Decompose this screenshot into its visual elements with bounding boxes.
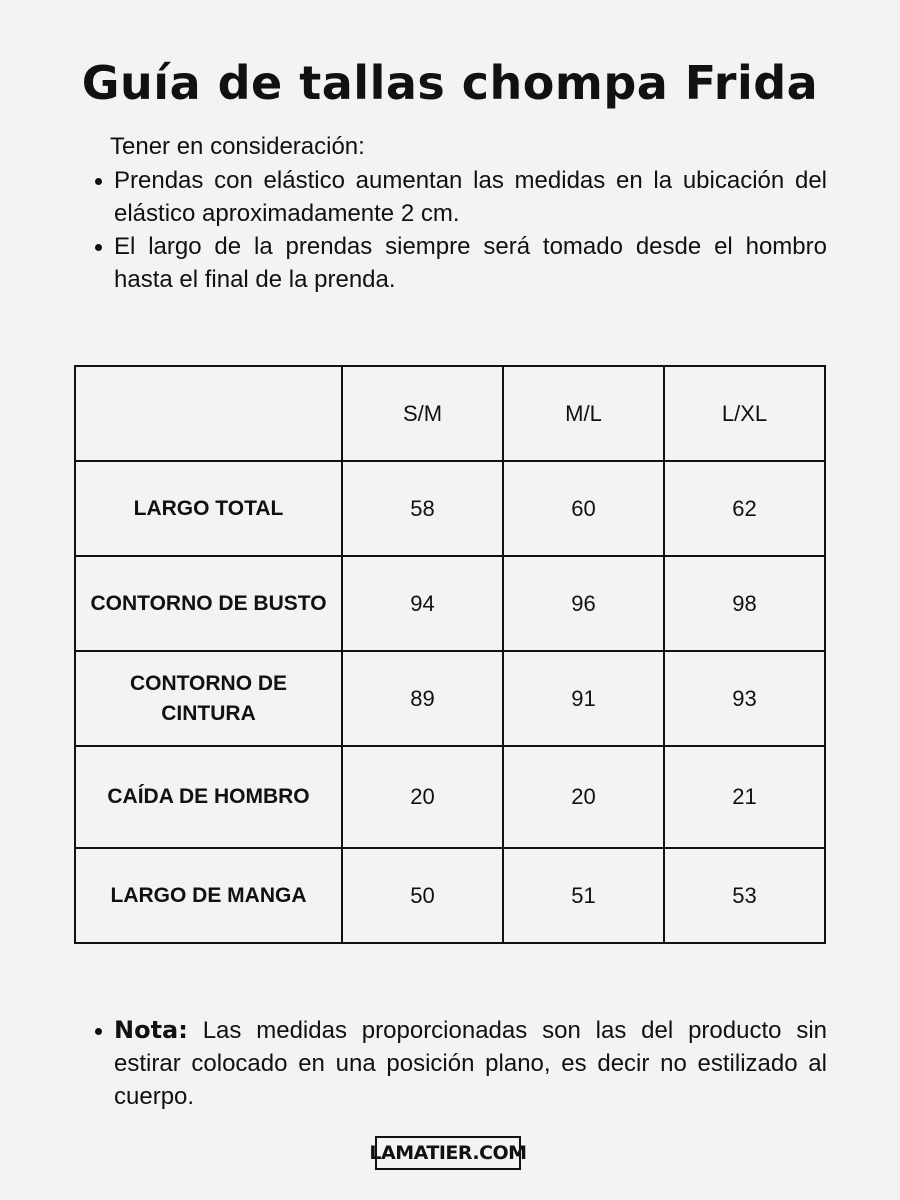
intro-text: Tener en consideración: — [110, 133, 365, 160]
table-cell: 50 — [342, 848, 503, 943]
table-cell: 89 — [342, 651, 503, 746]
row-label: LARGO TOTAL — [75, 461, 342, 556]
table-cell: 58 — [342, 461, 503, 556]
note-label: Nota: — [114, 1016, 188, 1044]
table-cell: 62 — [664, 461, 825, 556]
brand-logo: LAMATIER.COM — [375, 1136, 521, 1170]
row-label: CAÍDA DE HOMBRO — [75, 746, 342, 848]
header-size-ml: M/L — [503, 366, 664, 461]
table-row — [75, 848, 825, 943]
table-cell: 20 — [503, 746, 664, 848]
table-cell: 51 — [503, 848, 664, 943]
row-label: LARGO DE MANGA — [75, 848, 342, 943]
row-label: CONTORNO DE BUSTO — [75, 556, 342, 651]
table-row — [75, 461, 825, 556]
header-size-sm: S/M — [342, 366, 503, 461]
table-header-row — [75, 366, 825, 461]
table-cell: 53 — [664, 848, 825, 943]
note-text: Las medidas proporcionadas son las del producto sin estirar colocado en una posición plano, es decir no estilizado al cuerpo. — [114, 1017, 827, 1110]
bullet-elastic: Prendas con elástico aumentan las medidas en la ubicación del elástico aproximadamente 2 cm. — [92, 164, 827, 230]
consideration-list — [92, 164, 827, 296]
table-row — [75, 651, 825, 746]
table-cell: 91 — [503, 651, 664, 746]
size-table — [74, 365, 826, 944]
note-item — [92, 1014, 827, 1113]
table-cell: 60 — [503, 461, 664, 556]
table-cell: 96 — [503, 556, 664, 651]
table-row — [75, 746, 825, 848]
table-cell: 21 — [664, 746, 825, 848]
row-label: CONTORNO DE CINTURA — [75, 651, 342, 746]
table-row — [75, 556, 825, 651]
table-cell: 98 — [664, 556, 825, 651]
header-size-lxl: L/XL — [664, 366, 825, 461]
table-cell: 94 — [342, 556, 503, 651]
header-empty-cell — [75, 366, 342, 461]
page-title: Guía de tallas chompa Frida — [81, 56, 819, 110]
table-cell: 20 — [342, 746, 503, 848]
note-list — [92, 1014, 827, 1113]
bullet-length: El largo de la prendas siempre será tomado desde el hombro hasta el final de la prenda. — [92, 230, 827, 296]
table-cell: 93 — [664, 651, 825, 746]
